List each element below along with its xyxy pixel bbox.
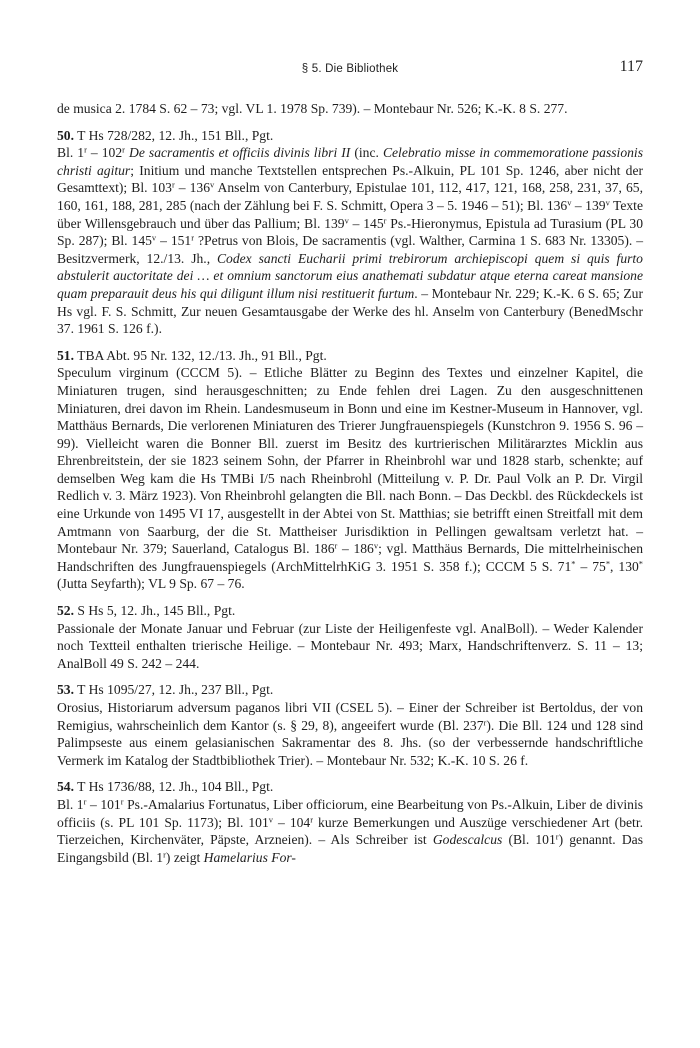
entry-heading	[57, 347, 643, 365]
entry-number: 53.	[57, 682, 74, 698]
entry-number: 51.	[57, 347, 74, 363]
catalogue-entry	[57, 127, 643, 338]
catalogue-entry	[57, 681, 643, 769]
entry-heading	[57, 602, 643, 620]
entry-shelfmark: T Hs 728/282, 12. Jh., 151 Bll., Pgt.	[74, 127, 274, 143]
entry-heading	[57, 681, 643, 699]
entry-description: Bl. 1$^r$ – 102$^r$ De sacramentis et officiis divinis libri II (inc. Celebratio misse in commemoratione passionis christi agitur; Initium und manche Textstellen entsprechen Ps.-Alkuin, PL 101 Sp. 1246, aber nicht der Gesamttext); Bl. 103$^r$ – 136$^v$ Anselm von Canterbury, Epistulae 101, 112, 417, 121, 168, 258, 231, 37, 65, 160, 161, 188, 281, 285 (nach der Zählung bei F. S. Schmitt, Opera 3 – 5. 1946 – 51); Bl. 136$^v$ – 139$^v$ Texte über Willensgebrauch und über das Pallium; Bl. 139$^v$ – 145$^r$ Ps.-Hieronymus, Epistula ad Turasium (PL 30 Sp. 287); Bl. 145$^v$ – 151$^r$ ?Petrus von Blois, De sacramentis (vgl. Walther, Carmina 1 S. 683 Nr. 13305). – Besitzvermerk, 12./13. Jh., Codex sancti Eucharii primi trebirorum archiepiscopi quem si quis furto abstulerit auctoritate dei … et omnium sanctorum eius anathemati subdatur atque eterna careat mansione quam preparauit deus his qui diligunt illum nisi restituerit furtum. – Montebaur Nr. 229; K.-K. 6 S. 65; Zur Hs vgl. F. S. Schmitt, Zur neuen Gesamtausgabe der Werke des hl. Anselm von Canterbury (BenedMschr 37. 1961 S. 126 f.).	[57, 144, 644, 337]
entry-description: Orosius, Historiarum adversum paganos libri VII (CSEL 5). – Einer der Schreiber ist Bertoldus, der von Remigius, wahrscheinlich dem Kantor (s. § 29, 8), angeeifert wurde (Bl. 237$^r$). Die Bll. 124 und 128 sind Palimpseste aus einem gelasianischen Sakramentar des 8. Jhs. (so der verbessernde handschriftliche Vermerk im Katalog der Stadtbibliothek Trier). – Montebaur Nr. 532; K.-K. 10 S. 26 f.	[57, 700, 643, 768]
entry-number: 54.	[57, 779, 74, 795]
entry-description: Speculum virginum (CCCM 5). – Etliche Blätter zu Beginn des Textes und einzelner Kapitel, die Miniaturen trugen, sind herausgeschnitten; zu Ende fehlen drei Lagen. Zu den ausgeschnittenen Miniaturen, drei davon im Rhein. Landesmuseum in Bonn und eine im Kestner-Museum in Hannover, vgl. Matthäus Bernards, Die verlorenen Miniaturen des Trierer Jungfrauenspiegels (Kunstchron 9. 1956 S. 96 – 99). Vielleicht waren die Bonner Bll. zuerst im Besitz des kurtrierischen Militärarztes Micklin aus Ehrenbreitstein, der sie 1823 seinem Sohn, der Pfarrer in Rheinbrohl war und 1828 starb, schenkte; auf demselben Weg kam die Hs TMBi I/5 nach Rheinbrohl (Mitteilung v. P. Dr. Paul Volk an P. Dr. Virgil Redlich v. 3. März 1923). Von Rheinbrohl gelangten die Bll. nach Bonn. – Das Deckbl. des Rückdeckels ist eine Urkunde von 1495 VI 17, ausgestellt in der Abtei von St. Matthias; sie betrifft einen Streitfall mit dem Amtmann von Saarburg, der die St. Mattheiser Jurisdiktion in Pellingen gewaltsam verletzt hat. – Montebaur Nr. 379; Sauerland, Catalogus Bl. 186$^r$ – 186$^v$; vgl. Matthäus Bernards, Die mittelrheinischen Handschriften des Jungfrauenspiegels (ArchMittelrhKiG 3. 1951 S. 358 f.); CCCM 5 S. 71* – 75*, 130* (Jutta Seyfarth); VL 9 Sp. 67 – 76.	[57, 365, 644, 592]
entry-shelfmark: T Hs 1736/88, 12. Jh., 104 Bll., Pgt.	[74, 779, 274, 795]
running-header	[57, 58, 643, 80]
catalogue-entry	[57, 778, 643, 866]
entry-number: 52.	[57, 603, 74, 619]
entry-description: Bl. 1$^r$ – 101$^r$ Ps.-Amalarius Fortunatus, Liber officiorum, eine Bearbeitung von Ps.-Alkuin, Liber de divinis officiis (s. PL 101 Sp. 1173); Bl. 101$^v$ – 104$^r$ kurze Bemerkungen und Auszüge verschiedener Art (betr. Tierzeichen, Kirchenväter, Päpste, Arzneien). – Als Schreiber ist Godescalcus (Bl. 101$^r$) genannt. Das Eingangsbild (Bl. 1$^r$) zeigt Hamelarius For-	[57, 796, 644, 865]
entry-shelfmark: TBA Abt. 95 Nr. 132, 12./13. Jh., 91 Bll., Pgt.	[74, 347, 327, 363]
catalogue-entries	[57, 127, 643, 867]
entry-description: Passionale der Monate Januar und Februar (zur Liste der Heiligenfeste vgl. AnalBoll). – Weder Kalender noch Textteil enthalten trierische Heilige. – Montebaur Nr. 493; Marx, Handschriftenverz. S. 11 – 13; AnalBoll 49 S. 242 – 244.	[57, 620, 643, 671]
running-title: § 5. Die Bibliothek	[301, 63, 399, 75]
catalogue-entry	[57, 602, 643, 672]
document-page	[57, 58, 643, 866]
entry-shelfmark: T Hs 1095/27, 12. Jh., 237 Bll., Pgt.	[74, 682, 274, 698]
entry-shelfmark: S Hs 5, 12. Jh., 145 Bll., Pgt.	[74, 603, 236, 619]
continuation-paragraph: de musica 2. 1784 S. 62 – 73; vgl. VL 1. 1978 Sp. 739). – Montebaur Nr. 526; K.-K. 8 S. 277.	[57, 101, 568, 116]
entry-heading	[57, 778, 643, 796]
catalogue-entry	[57, 347, 643, 593]
entry-heading	[57, 127, 643, 145]
page-number: 117	[619, 58, 643, 75]
entry-number: 50.	[57, 127, 74, 143]
